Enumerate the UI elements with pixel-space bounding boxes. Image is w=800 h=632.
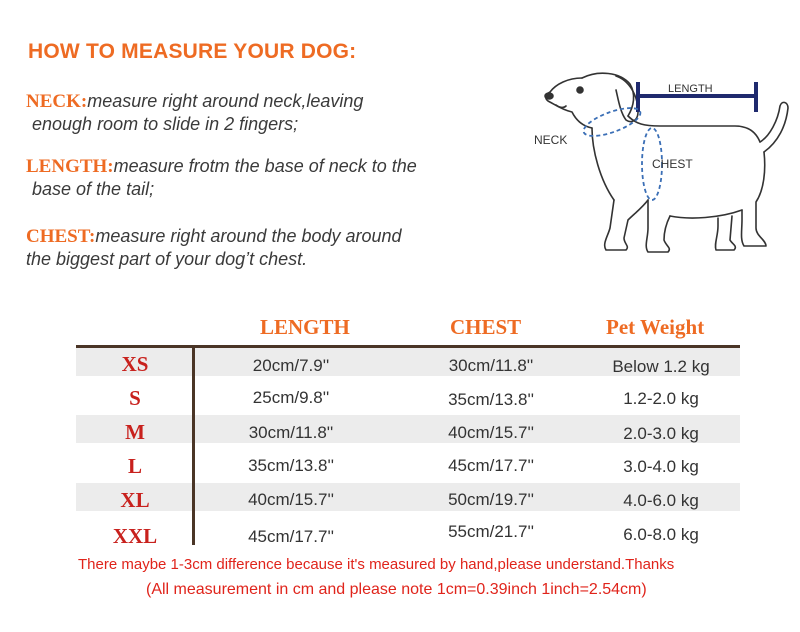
weight-cell: 3.0-4.0 kg bbox=[623, 457, 699, 476]
chest-cell: 55cm/21.7'' bbox=[448, 522, 534, 541]
chest-cell: 45cm/17.7'' bbox=[448, 456, 534, 475]
neck-text-line1: measure right around neck,leaving bbox=[87, 91, 364, 111]
header-pet-weight: Pet Weight bbox=[606, 315, 705, 339]
weight-cell: 6.0-8.0 kg bbox=[623, 525, 699, 544]
chest-diagram-label: CHEST bbox=[652, 157, 693, 171]
size-label: XL bbox=[120, 488, 150, 512]
neck-diagram-label: NECK bbox=[534, 133, 568, 147]
size-label: XXL bbox=[112, 524, 158, 548]
length-definition bbox=[26, 155, 417, 201]
neck-indicator bbox=[580, 102, 643, 141]
chest-text-line2: the biggest part of your dog’t chest. bbox=[26, 249, 308, 269]
length-key: LENGTH: bbox=[26, 156, 114, 177]
dog-measurement-diagram bbox=[520, 50, 795, 270]
length-cell: 45cm/17.7'' bbox=[248, 527, 334, 546]
chest-key: CHEST: bbox=[26, 226, 96, 247]
size-label: XS bbox=[121, 352, 149, 376]
size-label: M bbox=[125, 420, 145, 444]
size-label: S bbox=[129, 386, 141, 410]
weight-cell: 1.2-2.0 kg bbox=[623, 389, 699, 408]
neck-key: NECK: bbox=[26, 91, 88, 112]
table-top-divider bbox=[76, 345, 740, 348]
length-text-line1: measure frotm the base of neck to the bbox=[113, 156, 417, 176]
chest-definition bbox=[26, 225, 402, 271]
size-label: L bbox=[127, 454, 142, 478]
measurement-disclaimer: There maybe 1-3cm difference because it's measured by hand,please understand.Thanks bbox=[78, 556, 675, 573]
size-chart-table bbox=[76, 315, 740, 548]
unit-conversion-note: (All measurement in cm and please note 1cm=0.39inch 1inch=2.54cm) bbox=[146, 581, 647, 598]
neck-definition bbox=[26, 90, 363, 136]
chest-cell: 50cm/19.7'' bbox=[448, 490, 534, 509]
length-text-line2: base of the tail; bbox=[32, 179, 155, 199]
weight-cell: Below 1.2 kg bbox=[612, 357, 710, 376]
chest-cell: 30cm/11.8'' bbox=[448, 356, 534, 375]
length-cell: 30cm/11.8'' bbox=[248, 423, 334, 442]
length-cell: 20cm/7.9'' bbox=[252, 356, 330, 375]
page-title: HOW TO MEASURE YOUR DOG: bbox=[28, 40, 357, 63]
chest-cell: 40cm/15.7'' bbox=[448, 423, 534, 442]
length-cell: 25cm/9.8'' bbox=[252, 388, 330, 407]
neck-text-line2: enough room to slide in 2 fingers; bbox=[32, 114, 299, 134]
weight-cell: 4.0-6.0 kg bbox=[623, 491, 699, 510]
header-length: LENGTH bbox=[260, 315, 350, 339]
length-cell: 40cm/15.7'' bbox=[248, 490, 334, 509]
weight-cell: 2.0-3.0 kg bbox=[623, 424, 699, 443]
chest-cell: 35cm/13.8'' bbox=[448, 390, 534, 409]
length-diagram-label: LENGTH bbox=[668, 83, 713, 95]
header-chest: CHEST bbox=[450, 315, 522, 339]
length-cell: 35cm/13.8'' bbox=[248, 456, 334, 475]
chest-text-line1: measure right around the body around bbox=[95, 226, 402, 246]
